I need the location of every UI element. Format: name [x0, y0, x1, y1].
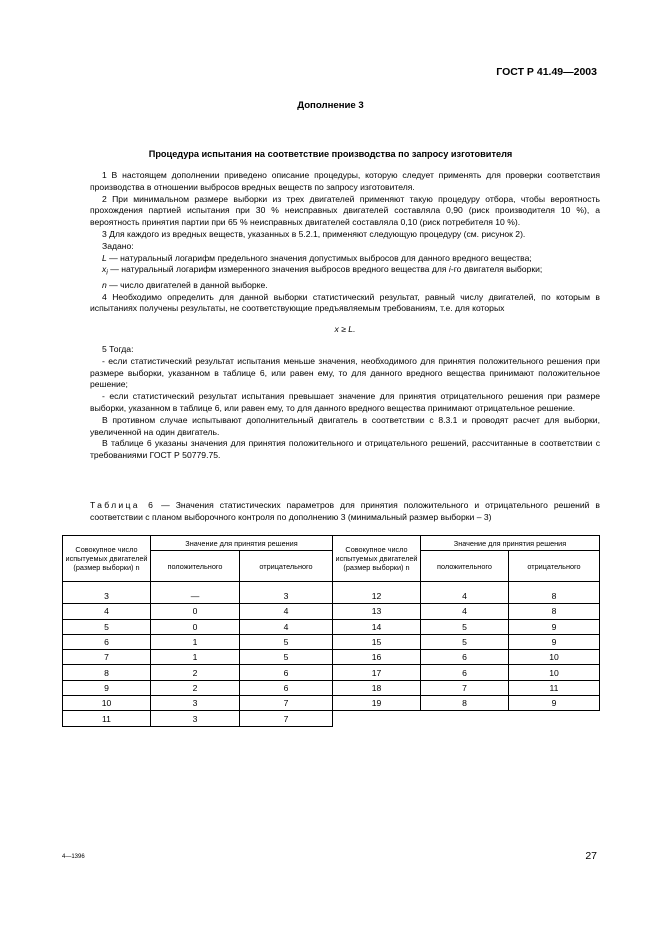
definition-L: [90, 253, 600, 265]
cell-positive: 4: [421, 589, 509, 604]
definition-x-index: i: [448, 264, 451, 275]
table-row: [63, 711, 333, 726]
cell-sample-size: 17: [333, 665, 421, 680]
definition-n-text: — число двигателей в данной выборке.: [106, 279, 268, 290]
cell-sample-size: 13: [333, 604, 421, 619]
cell-sample-size: 14: [333, 619, 421, 634]
cell-sample-size: 11: [63, 711, 151, 726]
header-sample-size-text: Совокупное число испытуемых двигателей (размер выборки) n: [65, 545, 148, 572]
table-row: [63, 634, 333, 649]
body-text: [90, 170, 600, 462]
cell-negative: 7: [240, 711, 333, 726]
standard-number: ГОСТ Р 41.49—2003: [496, 66, 597, 78]
cell-negative: 9: [509, 696, 600, 711]
cell-positive: 6: [421, 665, 509, 680]
table-row: [63, 604, 333, 619]
cell-positive: 6: [421, 650, 509, 665]
cell-positive: 3: [151, 696, 240, 711]
header-negative: отрицательного: [509, 551, 600, 582]
table-row: [63, 665, 333, 680]
cell-positive: 8: [421, 696, 509, 711]
table-row: [333, 619, 600, 634]
symbol-x-subscript: i: [106, 269, 108, 278]
cell-positive: 2: [151, 680, 240, 695]
paragraph-5b: - если статистический результат испытания превышает значение для принятия отрицательного решения при размере выборки, указанном в таблице 6, или равен ему, то для данного вредного вещества принимают отрицательное решение.: [90, 391, 600, 414]
cell-negative: 6: [240, 680, 333, 695]
paragraph-5: 5 Тогда:: [102, 344, 134, 355]
header-decision: Значение для принятия решения: [421, 536, 600, 551]
cell-positive: 5: [421, 619, 509, 634]
table-left: [62, 535, 333, 727]
header-positive: положительного: [151, 551, 240, 582]
cell-negative: 8: [509, 589, 600, 604]
definition-x-text-a: — натуральный логарифм измеренного значения выбросов вредного вещества для: [107, 264, 449, 275]
table-row: [333, 696, 600, 711]
table-row: [63, 589, 333, 604]
cell-negative: 6: [240, 665, 333, 680]
table-row: [63, 650, 333, 665]
cell-positive: 0: [151, 619, 240, 634]
cell-negative: 4: [240, 604, 333, 619]
header-decision: Значение для принятия решения: [151, 536, 333, 551]
header-sample-size: [63, 536, 151, 582]
symbol-x: x: [102, 264, 107, 275]
cell-sample-size: 15: [333, 634, 421, 649]
cell-sample-size: 16: [333, 650, 421, 665]
cell-positive: 0: [151, 604, 240, 619]
table-caption-text: — Значения статистических параметров для принятия положительного и отрицательного решений в соответствии с планом выборочного контроля по дополнению 3 (минимальный размер выборки – 3): [90, 500, 600, 522]
cell-positive: 4: [421, 604, 509, 619]
cell-negative: 7: [240, 696, 333, 711]
cell-sample-size: 7: [63, 650, 151, 665]
paragraph-3: 3 Для каждого из вредных веществ, указанных в 5.2.1, применяют следующую процедуру (см. рисунок 2).: [102, 228, 526, 239]
cell-negative: 9: [509, 619, 600, 634]
definition-n: [90, 280, 600, 292]
paragraph-4: 4 Необходимо определить для данной выборки статистический результат, равный числу двигателей, по которым в испытаниях получены результаты, не соответствующие предъявляемым требованиям, т.е. для которых: [90, 291, 600, 314]
cell-negative: 10: [509, 650, 600, 665]
cell-positive: 1: [151, 650, 240, 665]
appendix-title: Дополнение 3: [297, 100, 364, 111]
formula: x ≥ L.: [334, 324, 356, 335]
cell-positive: 2: [151, 665, 240, 680]
table-label: Таблица 6: [90, 500, 156, 510]
definition-x-text-b: -го двигателя выборки;: [450, 264, 543, 275]
cell-negative: 10: [509, 665, 600, 680]
cell-sample-size: 19: [333, 696, 421, 711]
table-row: [333, 680, 600, 695]
cell-negative: 4: [240, 619, 333, 634]
paragraph-2: 2 При минимальном размере выборки из трех двигателей применяют такую процедуру отбора, чтобы вероятность прохождения партией испытания при 30 % неисправных двигателей составляла 0,90 (риск производителя 10 %), а вероятность принятия партии при 65 % неисправных двигателей составляла 0,10 (риск потребителя 10 %).: [90, 193, 600, 228]
table-caption: [90, 500, 600, 524]
header-negative: отрицательного: [240, 551, 333, 582]
definition-L-text: — натуральный логарифм предельного значения допустимых выбросов для данного вредного вещества;: [106, 252, 532, 263]
table-row: [333, 604, 600, 619]
cell-positive: 5: [421, 634, 509, 649]
cell-negative: 11: [509, 680, 600, 695]
header-positive: положительного: [421, 551, 509, 582]
cell-sample-size: 4: [63, 604, 151, 619]
cell-positive: 1: [151, 634, 240, 649]
cell-sample-size: 3: [63, 589, 151, 604]
paragraph-5a: - если статистический результат испытания меньше значения, необходимого для принятия положительного решения при размере выборки, указанном в таблице 6, или равен ему, то для данного вредного вещества принимают положительное решение;: [90, 355, 600, 390]
cell-negative: 5: [240, 650, 333, 665]
cell-sample-size: 6: [63, 634, 151, 649]
table-row: [333, 650, 600, 665]
cell-sample-size: 9: [63, 680, 151, 695]
cell-sample-size: 10: [63, 696, 151, 711]
definition-x: [90, 264, 600, 280]
paragraph-6: В противном случае испытывают дополнительный двигатель в соответствии с 8.3.1 и проводят расчет для выборки, увеличенной на один двигатель.: [90, 414, 600, 437]
cell-sample-size: 18: [333, 680, 421, 695]
table-right: [332, 535, 600, 711]
footer-code: 4—1396: [62, 854, 85, 860]
symbol-n: n: [102, 279, 107, 290]
cell-negative: 9: [509, 634, 600, 649]
cell-positive: 3: [151, 711, 240, 726]
table-left-body: [63, 589, 333, 726]
paragraph-1: 1 В настоящем дополнении приведено описание процедуры, которую следует применять для проверки соответствия производства в отношении выбросов вредных веществ по запросу изготовителя.: [90, 170, 600, 192]
cell-negative: 3: [240, 589, 333, 604]
cell-sample-size: 12: [333, 589, 421, 604]
header-sample-size-text: Совокупное число испытуемых двигателей (размер выборки) n: [335, 545, 418, 572]
cell-negative: 8: [509, 604, 600, 619]
paragraph-7: В таблице 6 указаны значения для принятия положительного и отрицательного решений, рассчитанные в соответствии с требованиями ГОСТ Р 50779.75.: [90, 438, 600, 461]
table-row: [333, 665, 600, 680]
header-sample-size: [333, 536, 421, 582]
cell-sample-size: 5: [63, 619, 151, 634]
table-right-body: [333, 589, 600, 711]
table-row: [333, 589, 600, 604]
symbol-L: L: [102, 252, 107, 263]
table-row: [63, 680, 333, 695]
table-row: [63, 696, 333, 711]
table-row: [333, 634, 600, 649]
cell-negative: 5: [240, 634, 333, 649]
cell-positive: 7: [421, 680, 509, 695]
given-label: Задано:: [102, 240, 134, 251]
cell-sample-size: 8: [63, 665, 151, 680]
table-row: [63, 619, 333, 634]
page-number: 27: [585, 850, 597, 862]
procedure-title: Процедура испытания на соответствие производства по запросу изготовителя: [148, 149, 513, 159]
cell-positive: —: [151, 589, 240, 604]
